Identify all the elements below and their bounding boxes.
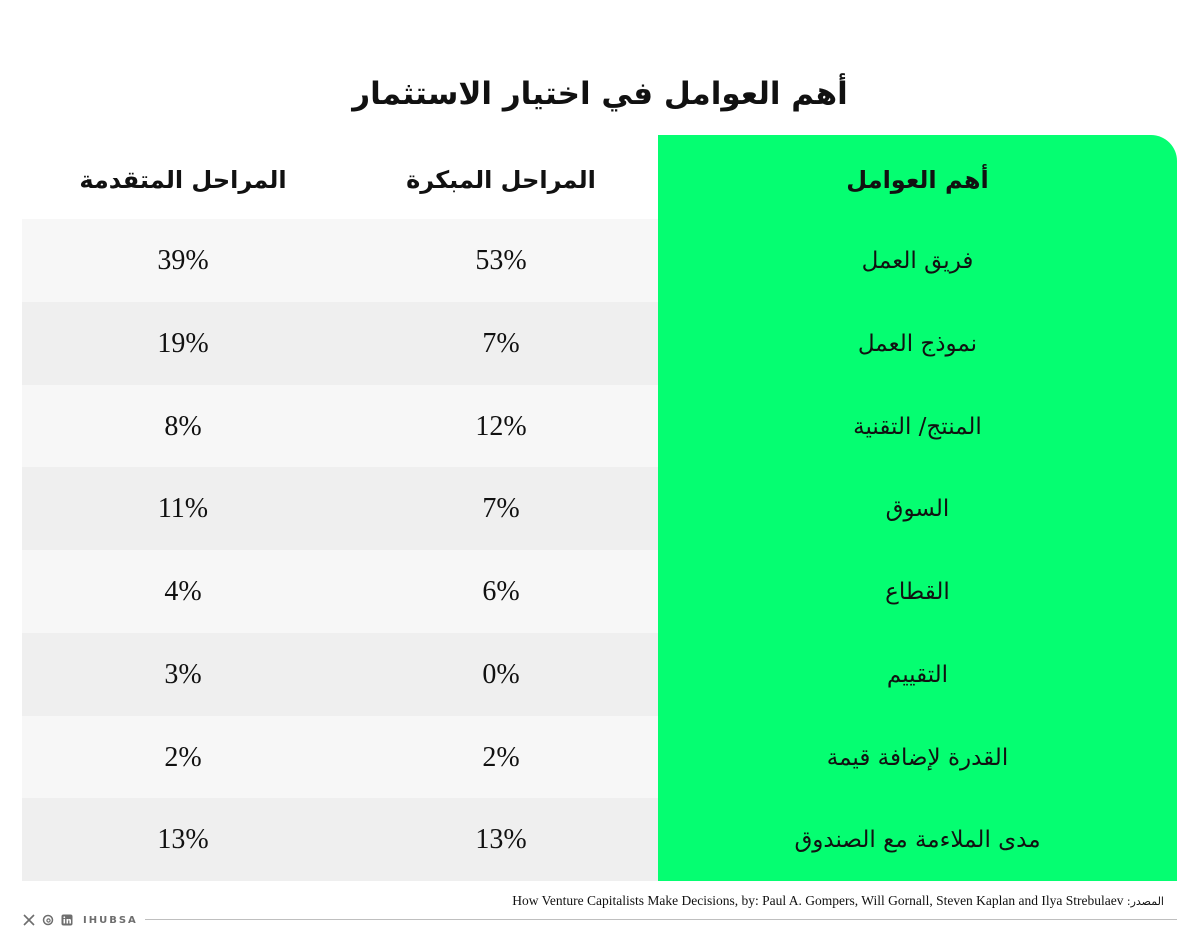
cell-factor-label: التقييم (886, 661, 949, 688)
cell-factor-label: نموذج العمل (857, 330, 978, 357)
cell-early-value: 13% (475, 824, 527, 856)
footer-brand (22, 911, 138, 929)
threads-icon[interactable] (41, 914, 54, 927)
table-row (22, 467, 1177, 550)
cell-advanced-value: 3% (164, 658, 202, 690)
table-row (22, 385, 1177, 468)
cell-advanced-value: 4% (164, 576, 202, 607)
source-text: How Venture Capitalists Make Decisions, by: Paul A. Gompers, Will Gornall, Steven Kaplan and Ilya Strebulaev (512, 893, 1124, 908)
table-row (22, 716, 1177, 799)
cell-advanced-value: 39% (157, 245, 209, 276)
table-row (22, 219, 1177, 302)
cell-early-value: 2% (482, 741, 520, 773)
x-icon[interactable] (22, 914, 35, 927)
cell-factor-label: القطاع (885, 579, 950, 605)
cell-advanced-value: 19% (157, 327, 209, 359)
brand-logo: IHUBSA (83, 914, 138, 926)
header-advanced-stages: المراحل المتقدمة (79, 166, 287, 194)
table-row (22, 633, 1177, 716)
cell-advanced-value: 13% (157, 824, 209, 856)
footer-divider (145, 919, 1177, 920)
cell-early-value: 12% (475, 410, 527, 442)
table-row (22, 302, 1177, 385)
cell-early-value: 53% (475, 245, 527, 276)
cell-factor-label: المنتج/ التقنية (853, 413, 982, 440)
table-header (22, 135, 1177, 219)
table-row (22, 798, 1177, 881)
linkedin-icon[interactable] (60, 914, 73, 927)
source-citation (512, 893, 1164, 909)
cell-early-value: 7% (482, 327, 520, 359)
cell-early-value: 6% (482, 576, 520, 607)
cell-factor-label: فريق العمل (861, 248, 974, 274)
cell-advanced-value: 11% (157, 493, 209, 525)
header-factors: أهم العوامل (846, 166, 989, 194)
cell-early-value: 7% (482, 493, 520, 525)
source-label: المصدر: (1126, 895, 1164, 908)
table-row (22, 550, 1177, 633)
factors-table (22, 135, 1177, 881)
header-early-stages: المراحل المبكرة (406, 166, 596, 194)
cell-early-value: 0% (482, 658, 520, 690)
cell-factor-label: القدرة لإضافة قيمة (826, 744, 1009, 771)
chart-title: أهم العوامل في اختيار الاستثمار (352, 76, 848, 112)
cell-advanced-value: 2% (164, 741, 202, 773)
table-body (22, 219, 1177, 881)
cell-factor-label: السوق (885, 496, 950, 523)
cell-advanced-value: 8% (164, 410, 202, 442)
cell-factor-label: مدى الملاءمة مع الصندوق (794, 827, 1041, 854)
